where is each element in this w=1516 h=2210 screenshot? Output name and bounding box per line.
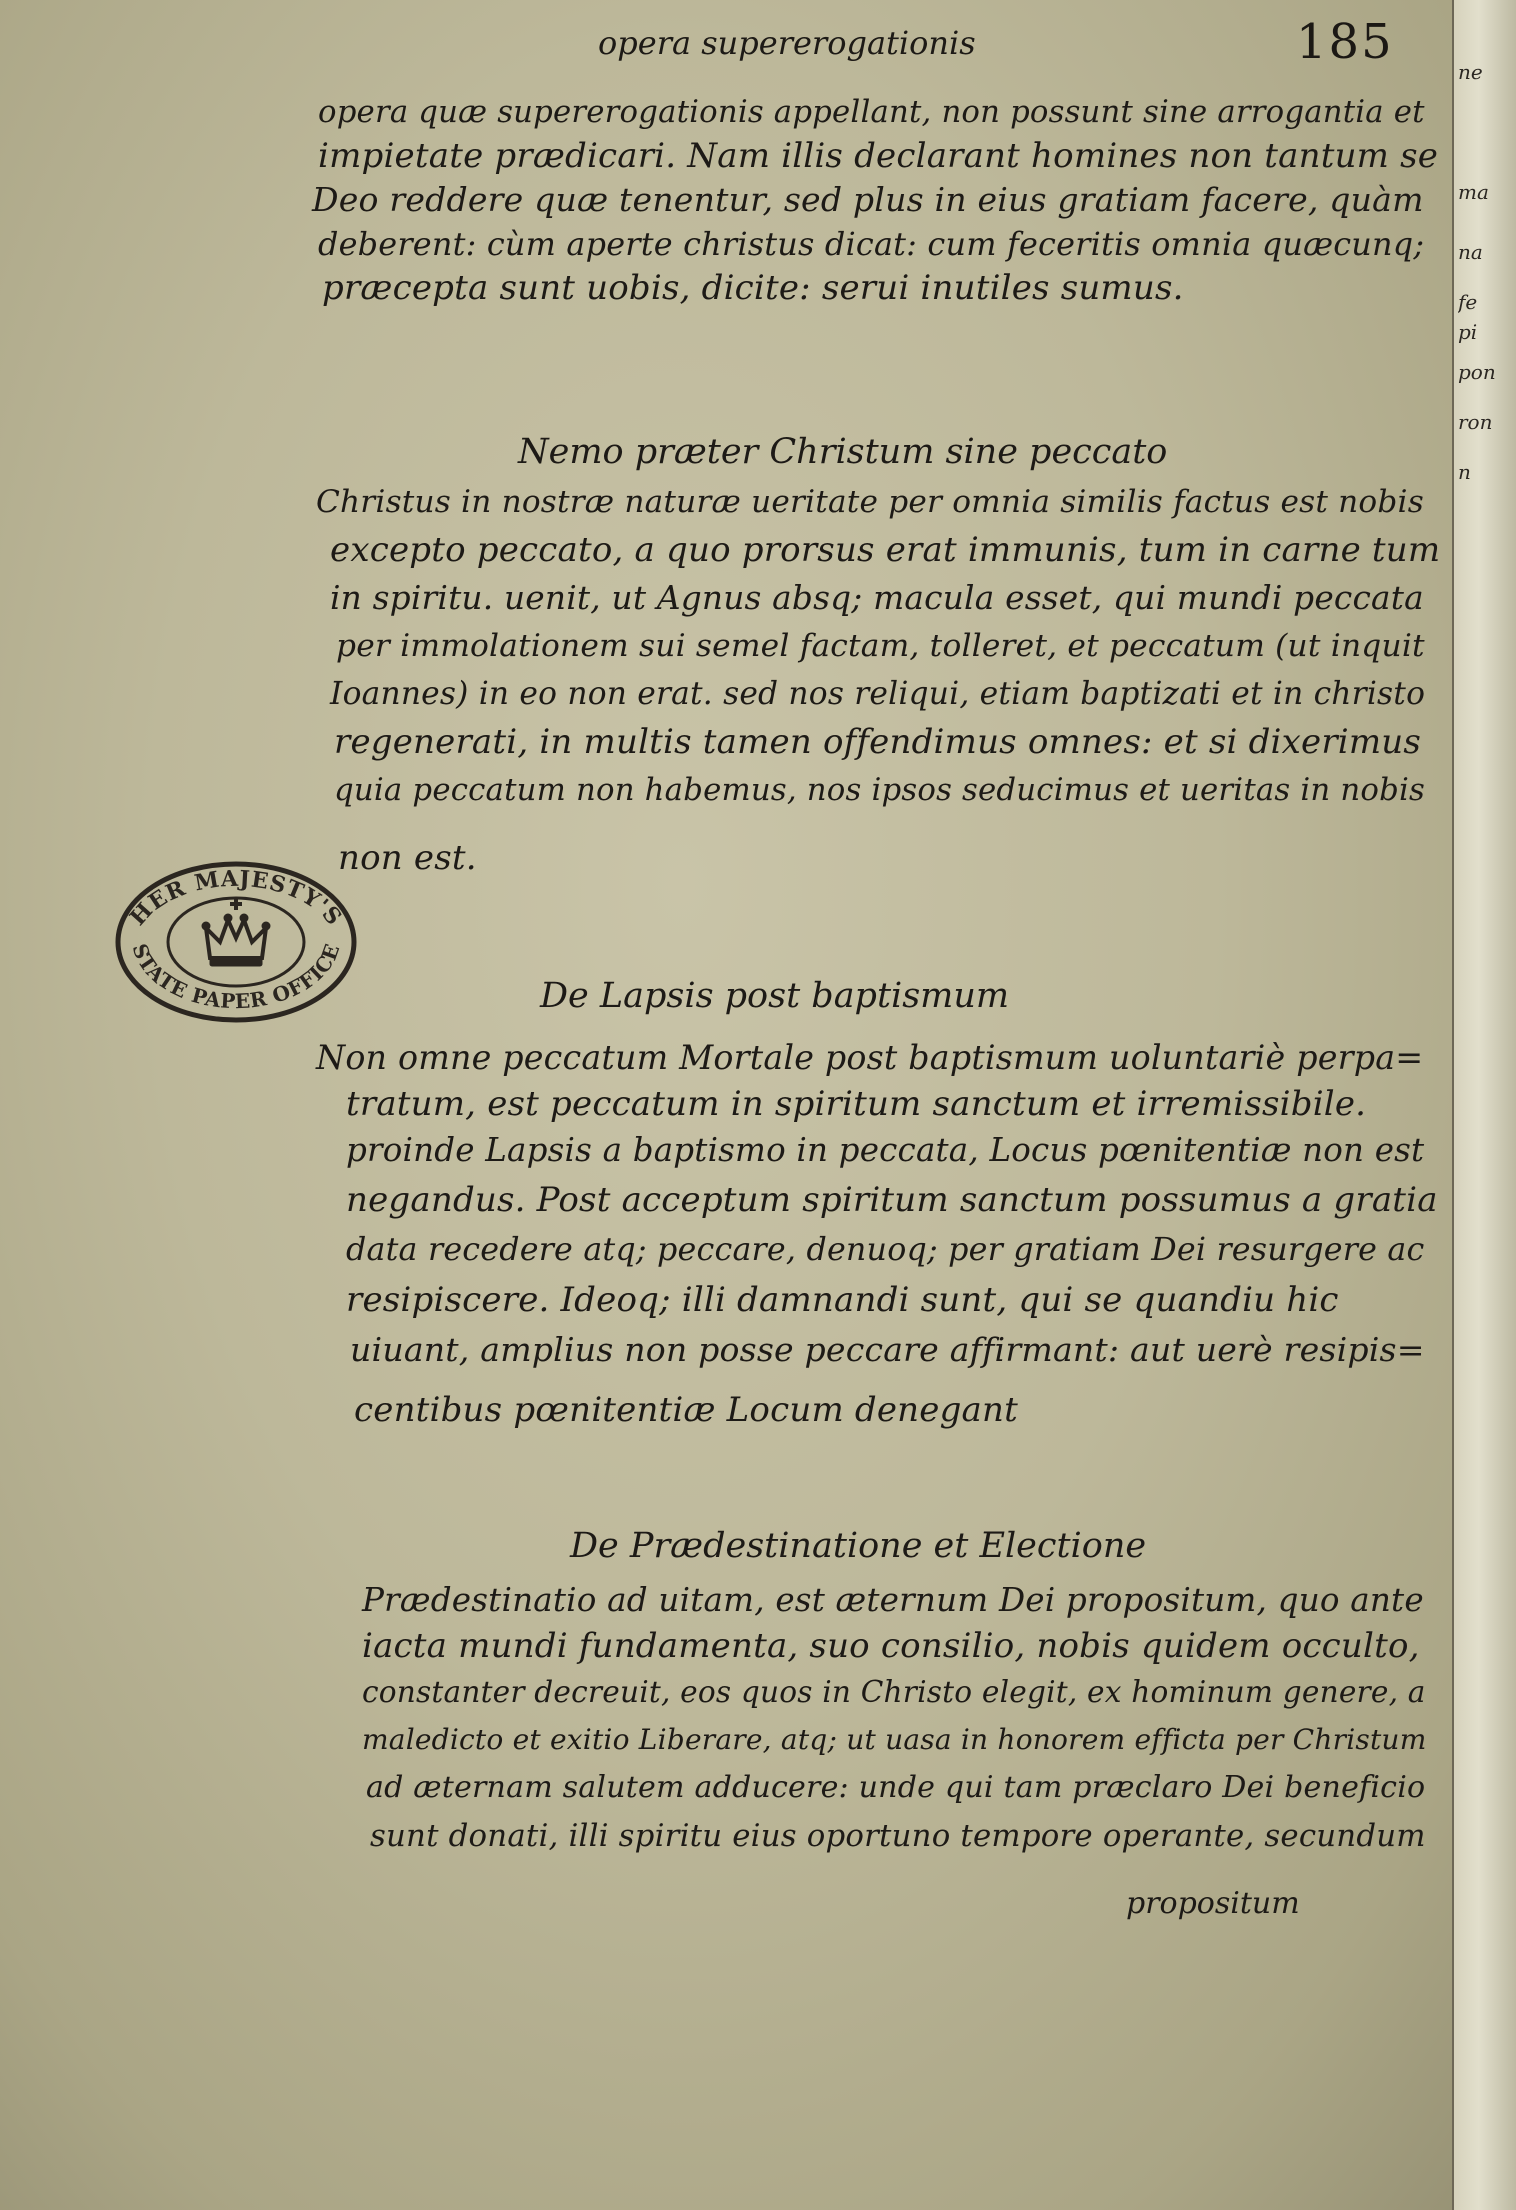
text-line: regenerati, in multis tamen offendimus omnes: et si dixerimus [334, 722, 1422, 762]
crown-icon [202, 898, 270, 966]
adjacent-page-edge [1452, 0, 1516, 2210]
text-line: deberent: cùm aperte christus dicat: cum feceritis omnia quæcunq; [318, 225, 1425, 263]
stamp-text-bottom: STATE PAPER OFFICE [127, 940, 345, 1014]
text-line: non est. [338, 838, 477, 878]
running-head: opera supererogationis [598, 24, 976, 62]
text-line: in spiritu. uenit, ut Agnus absq; macula esset, qui mundi peccata [330, 579, 1424, 617]
text-line: quia peccatum non habemus, nos ipsos seducimus et ueritas in nobis [334, 772, 1426, 808]
margin-fragment: ma [1458, 180, 1489, 204]
margin-fragment: fe [1458, 290, 1478, 314]
text-line: sunt donati, illi spiritu eius oportuno tempore operante, secundum [370, 1818, 1426, 1854]
text-line: opera quæ supererogationis appellant, non possunt sine arrogantia et [318, 94, 1425, 130]
text-line: uiuant, amplius non posse peccare affirmant: aut uerè resipis= [350, 1330, 1425, 1369]
text-line: excepto peccato, a quo prorsus erat immunis, tum in carne tum [330, 530, 1441, 570]
margin-fragment: pon [1458, 360, 1496, 384]
section-heading: Nemo præter Christum sine peccato [518, 432, 1168, 472]
text-line: iacta mundi fundamenta, suo consilio, nobis quidem occulto, [362, 1626, 1420, 1666]
text-line: data recedere atq; peccare, denuoq; per gratiam Dei resurgere ac [346, 1232, 1425, 1268]
text-line: Prædestinatio ad uitam, est æternum Dei propositum, quo ante [362, 1581, 1424, 1619]
text-line: Non omne peccatum Mortale post baptismum uoluntariè perpa= [316, 1038, 1424, 1077]
text-line: Ioannes) in eo non erat. sed nos reliqui, etiam baptizati et in christo [330, 676, 1426, 712]
margin-fragment: ron [1458, 410, 1493, 434]
text-line: Christus in nostræ naturæ ueritate per omnia similis factus est nobis [316, 484, 1424, 520]
text-line: maledicto et exitio Liberare, atq; ut uasa in honorem efficta per Christum [362, 1723, 1427, 1756]
stamp-text-top: HER MAJESTY'S [124, 865, 348, 931]
text-line: centibus pœnitentiæ Locum denegant [354, 1390, 1018, 1430]
text-line: constanter decreuit, eos quos in Christo elegit, ex hominum genere, a [362, 1675, 1426, 1709]
folio-number: 185 [1296, 14, 1394, 70]
text-line: tratum, est peccatum in spiritum sanctum et irremissibile. [346, 1084, 1367, 1124]
text-line: resipiscere. Ideoq; illi damnandi sunt, qui se quandiu hic [346, 1280, 1339, 1320]
text-line: negandus. Post acceptum spiritum sanctum possumus a gratia [346, 1180, 1438, 1220]
text-line: per immolationem sui semel factam, tolleret, et peccatum (ut inquit [336, 628, 1425, 664]
margin-fragment: n [1458, 460, 1471, 484]
state-paper-office-stamp [112, 858, 360, 1026]
text-line: ad æternam salutem adducere: unde qui tam præclaro Dei beneficio [366, 1770, 1426, 1805]
text-line: præcepta sunt uobis, dicite: serui inutiles sumus. [322, 268, 1184, 308]
catchword: propositum [1126, 1886, 1300, 1921]
text-line: Deo reddere quæ tenentur, sed plus in eius gratiam facere, quàm [312, 180, 1424, 219]
section-heading: De Prædestinatione et Electione [570, 1526, 1147, 1566]
margin-fragment: ne [1458, 60, 1483, 84]
margin-fragment: na [1458, 240, 1483, 264]
margin-fragment: pi [1458, 320, 1478, 344]
text-line: proinde Lapsis a baptismo in peccata, Locus pœnitentiæ non est [346, 1131, 1425, 1169]
section-heading: De Lapsis post baptismum [540, 976, 1010, 1016]
text-line: impietate prædicari. Nam illis declarant homines non tantum se [318, 136, 1439, 176]
